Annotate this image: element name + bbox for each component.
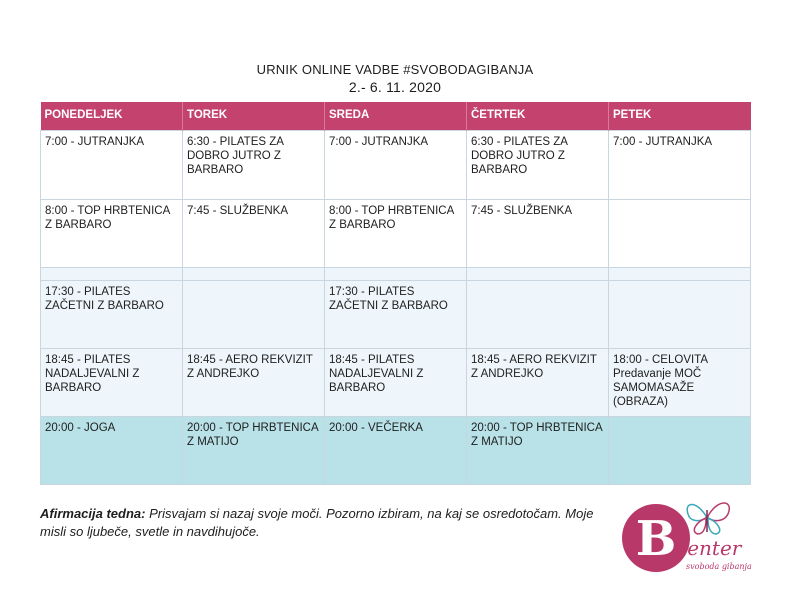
separator-cell [325, 267, 467, 280]
separator-cell [41, 267, 183, 280]
schedule-cell: 20:00 - VEČERKA [325, 416, 467, 484]
schedule-cell [183, 280, 325, 348]
schedule-cell: 7:45 - SLUŽBENKA [183, 199, 325, 267]
affirmation-label: Afirmacija tedna: [40, 506, 146, 521]
schedule-cell: 7:45 - SLUŽBENKA [467, 199, 609, 267]
schedule-cell [609, 416, 751, 484]
table-row [41, 280, 751, 348]
schedule-dates: 2.- 6. 11. 2020 [348, 79, 442, 95]
schedule-cell: 18:45 - PILATES NADALJEVALNI Z BARBARO [41, 348, 183, 416]
schedule-cell: 6:30 - PILATES ZA DOBRO JUTRO Z BARBARO [183, 130, 325, 199]
schedule-cell: 17:30 - PILATES ZAČETNI Z BARBARO [41, 280, 183, 348]
schedule-cell: 8:00 - TOP HRBTENICA Z BARBARO [325, 199, 467, 267]
day-header-monday: PONEDELJEK [41, 102, 183, 130]
weekly-affirmation [40, 505, 600, 541]
table-row [41, 416, 751, 484]
separator-cell [183, 267, 325, 280]
table-row [41, 130, 751, 199]
schedule-cell: 17:30 - PILATES ZAČETNI Z BARBARO [325, 280, 467, 348]
schedule-cell: 8:00 - TOP HRBTENICA Z BARBARO [41, 199, 183, 267]
table-separator-row [41, 267, 751, 280]
schedule-cell: 7:00 - JUTRANJKA [609, 130, 751, 199]
schedule-cell: 6:30 - PILATES ZA DOBRO JUTRO Z BARBARO [467, 130, 609, 199]
schedule-cell: 7:00 - JUTRANJKA [325, 130, 467, 199]
logo-letter: B [635, 511, 677, 567]
schedule-cell: 18:45 - AERO REKVIZIT Z ANDREJKO [183, 348, 325, 416]
butterfly-icon [687, 503, 729, 534]
schedule-cell: 20:00 - JOGA [41, 416, 183, 484]
separator-cell [467, 267, 609, 280]
schedule-cell [609, 280, 751, 348]
schedule-cell: 18:00 - CELOVITA Predavanje MOČ SAMOMASAŽE (OBRAZA) [609, 348, 751, 416]
schedule-title: URNIK ONLINE VADBE #SVOBODAGIBANJA [256, 62, 534, 77]
schedule-cell: 20:00 - TOP HRBTENICA Z MATIJO [183, 416, 325, 484]
schedule-table [40, 102, 751, 485]
schedule-cell: 20:00 - TOP HRBTENICA Z MATIJO [467, 416, 609, 484]
day-header-row [41, 102, 751, 130]
logo-tagline: svoboda gibanja [686, 562, 752, 571]
schedule-cell: 7:00 - JUTRANJKA [41, 130, 183, 199]
schedule-cell [467, 280, 609, 348]
logo-name: center [676, 536, 742, 560]
separator-cell [609, 267, 751, 280]
schedule-cell: 18:45 - AERO REKVIZIT Z ANDREJKO [467, 348, 609, 416]
day-header-wednesday: SREDA [325, 102, 467, 130]
table-row [41, 348, 751, 416]
day-header-tuesday: TOREK [183, 102, 325, 130]
day-header-thursday: ČETRTEK [467, 102, 609, 130]
schedule-cell [609, 199, 751, 267]
schedule-cell: 18:45 - PILATES NADALJEVALNI Z BARBARO [325, 348, 467, 416]
day-header-friday: PETEK [609, 102, 751, 130]
table-row [41, 199, 751, 267]
affirmation-text: Prisvajam si nazaj svoje moči. Pozorno izbiram, na kaj se osredotočam. Moje misli so ljubeče, svetle in navdihujoče. [40, 506, 594, 539]
